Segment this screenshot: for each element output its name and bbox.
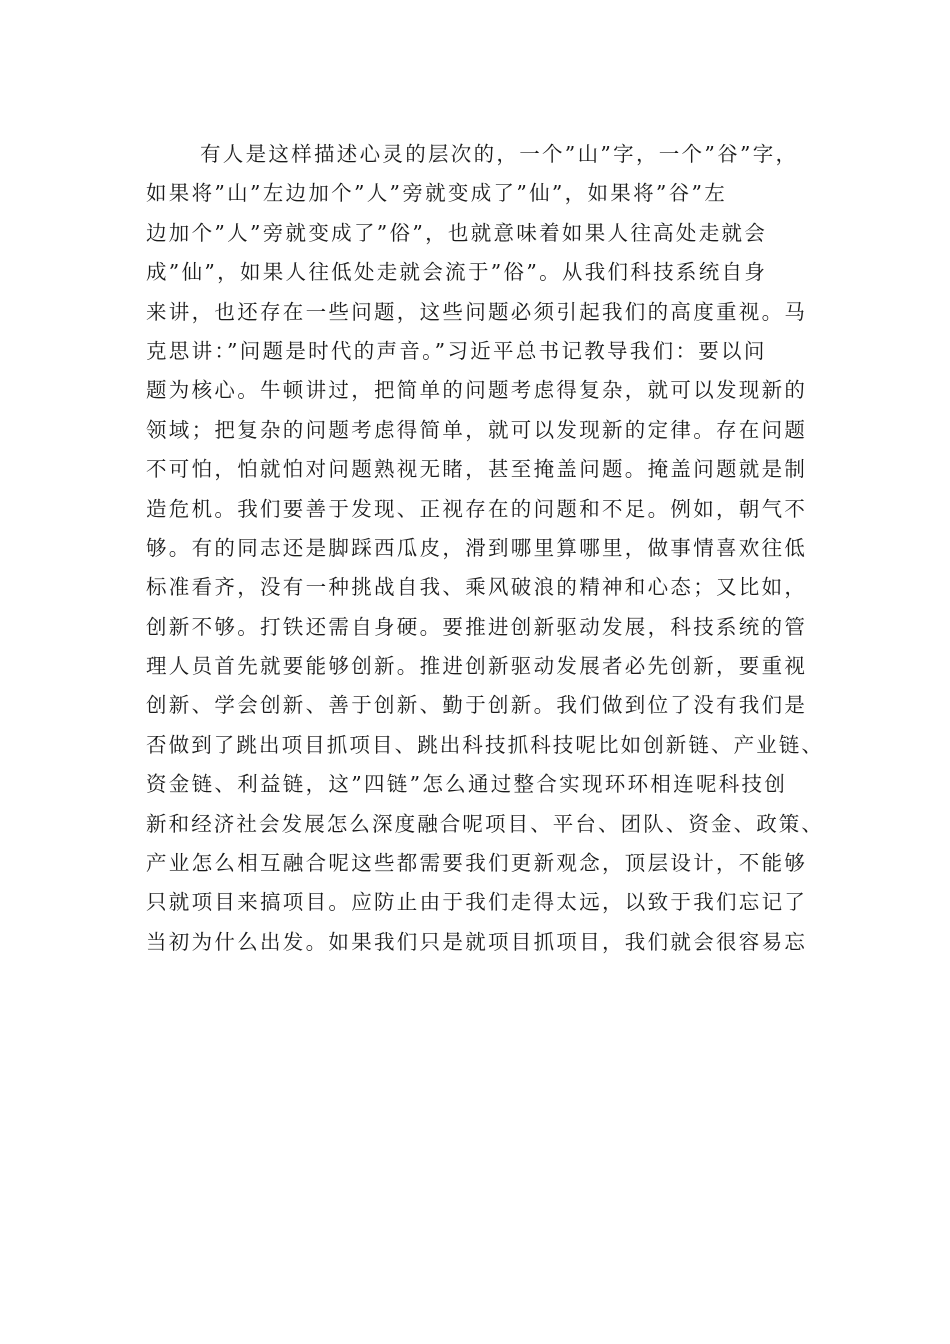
text-line: 产业怎么相互融合呢这些都需要我们更新观念，顶层设计，不能够: [146, 851, 808, 876]
text-line: 资金链、利益链，这”四链”怎么通过整合实现环环相连呢科技创: [146, 772, 788, 797]
text-line: 不可怕，怕就怕对问题熟视无睹，甚至掩盖问题。掩盖问题就是制: [146, 457, 808, 482]
text-line: 只就项目来搞项目。应防止由于我们走得太远，以致于我们忘记了: [146, 890, 808, 915]
text-line: 否做到了跳出项目抓项目、跳出科技抓科技呢比如创新链、产业链、: [146, 732, 824, 757]
text-line: 创新、学会创新、善于创新、勤于创新。我们做到位了没有我们是: [146, 693, 808, 718]
text-line: 边加个”人”旁就变成了”俗”，也就意味着如果人往高处走就会: [146, 220, 768, 245]
text-line: 创新不够。打铁还需自身硬。要推进创新驱动发展，科技系统的管: [146, 614, 808, 639]
text-line: 如果将”山”左边加个”人”旁就变成了”仙”，如果将”谷”左: [146, 181, 728, 206]
text-line: 有人是这样描述心灵的层次的，一个”山”字，一个”谷”字，: [200, 142, 799, 166]
text-line: 领域；把复杂的问题考虑得简单，就可以发现新的定律。存在问题: [146, 417, 808, 442]
text-line: 新和经济社会发展怎么深度融合呢项目、平台、团队、资金、政策、: [146, 811, 824, 836]
text-line: 够。有的同志还是脚踩西瓜皮，滑到哪里算哪里，做事情喜欢往低: [146, 535, 808, 560]
text-line: 当初为什么出发。如果我们只是就项目抓项目，我们就会很容易忘: [146, 929, 808, 954]
text-line: 理人员首先就要能够创新。推进创新驱动发展者必先创新，要重视: [146, 654, 808, 679]
text-line: 标准看齐，没有一种挑战自我、乘风破浪的精神和心态；又比如，: [146, 575, 808, 600]
body-paragraph: [146, 135, 826, 962]
text-line: 克思讲：”问题是时代的声音。”习近平总书记教导我们：要以问: [146, 338, 767, 363]
text-line: 题为核心。牛顿讲过，把简单的问题考虑得复杂，就可以发现新的: [146, 378, 808, 403]
text-line: 造危机。我们要善于发现、正视存在的问题和不足。例如，朝气不: [146, 496, 808, 521]
text-line: 来讲，也还存在一些问题，这些问题必须引起我们的高度重视。马: [146, 299, 808, 324]
text-line: 成”仙”，如果人往低处走就会流于”俗”。从我们科技系统自身: [146, 260, 768, 285]
